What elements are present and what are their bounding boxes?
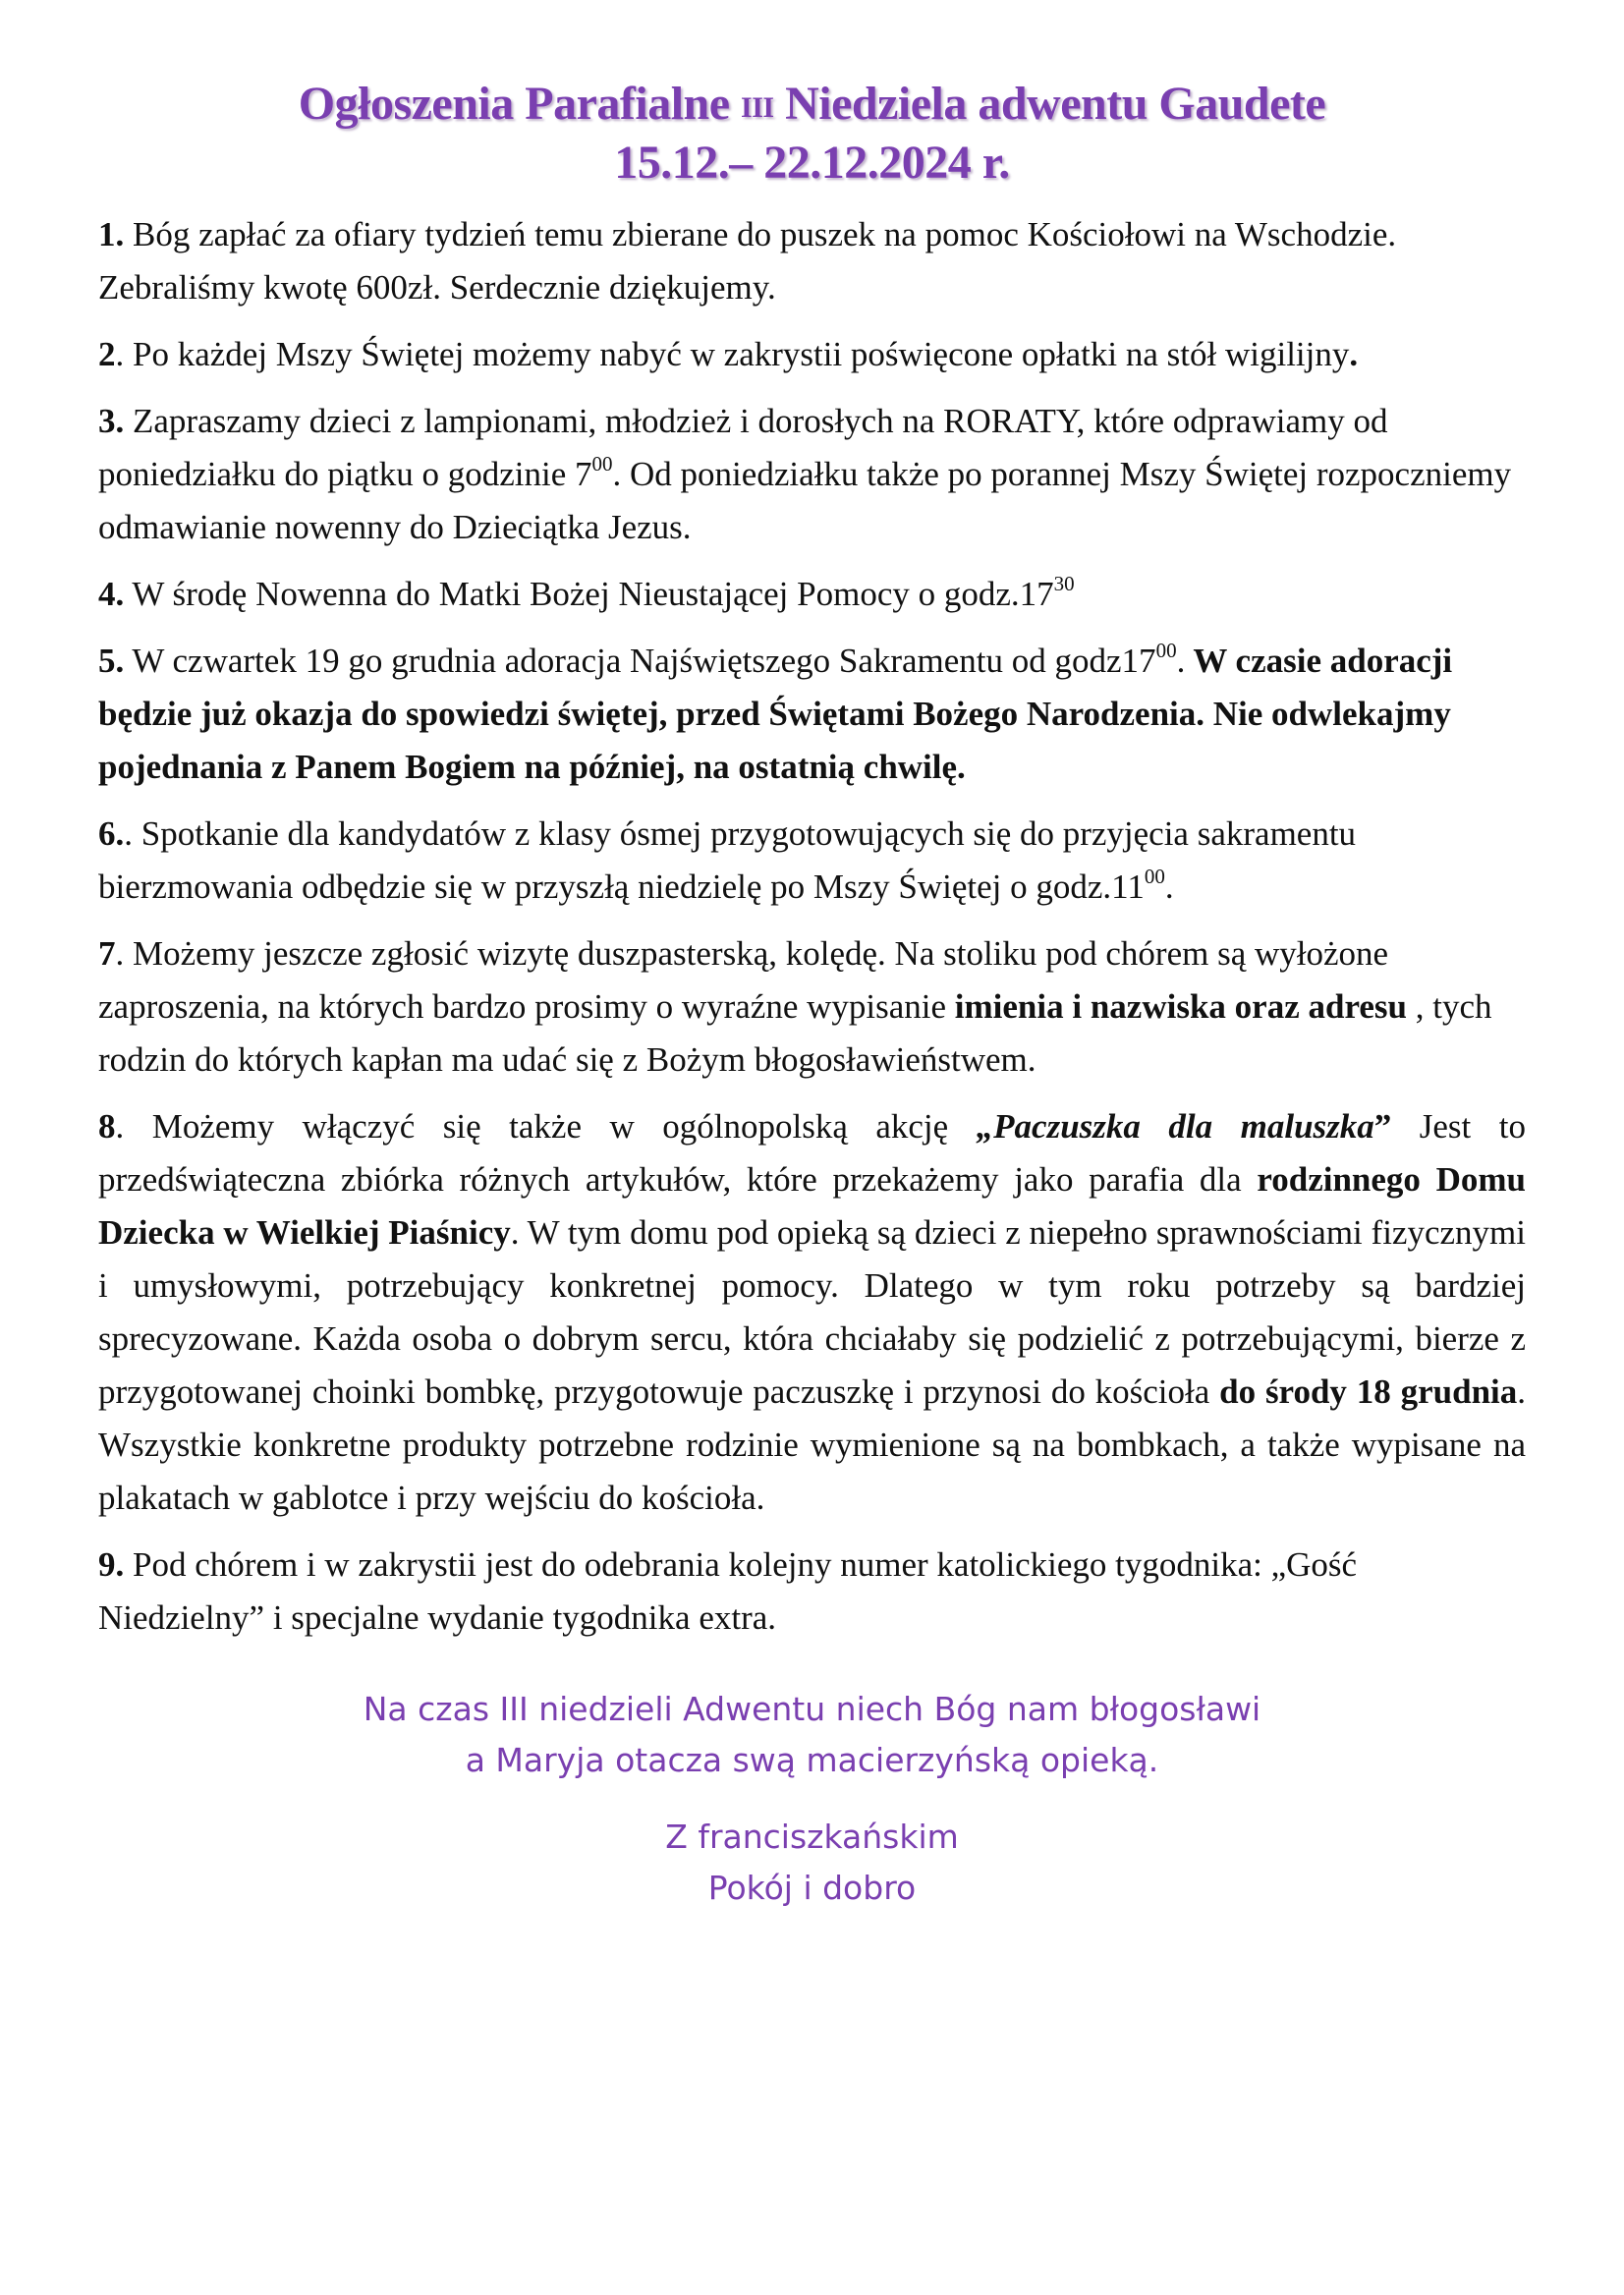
- item-end: .: [1349, 335, 1359, 373]
- title-roman-numeral: III: [741, 91, 774, 124]
- item-text-cont-3: . Wszystkie konkretne produkty potrzebne rodzinie wymienione są na bombkach, a także wypisane na plakatach w gablotce i przy wejściu do kościoła.: [98, 1372, 1527, 1517]
- closing-blessing: [98, 1684, 1526, 1786]
- item-number: 9.: [98, 1545, 125, 1584]
- announcement-2: [98, 328, 1526, 381]
- item-end: .: [1164, 868, 1174, 906]
- item-bold-text: W czasie adoracji będzie już okazja do spowiedzi świętej, przed Świętami Bożego Narodzenia. Nie odwlekajmy pojednania z Panem Bogiem na później, na ostatnią chwilę.: [98, 642, 1453, 786]
- page-title: [98, 77, 1526, 136]
- item-bold-text: imienia i nazwiska oraz adresu: [954, 987, 1407, 1026]
- item-text: W środę Nowenna do Matki Bożej Nieustającej Pomocy o godz.17: [124, 575, 1054, 613]
- time-superscript: 30: [1053, 572, 1075, 596]
- time-superscript: 00: [1155, 639, 1177, 663]
- item-number: 2: [98, 335, 116, 373]
- announcement-7: [98, 927, 1526, 1087]
- item-number: 4.: [98, 575, 125, 613]
- item-text: . Możemy włączyć się także w ogólnopolską akcję: [115, 1107, 977, 1146]
- announcement-1: [98, 208, 1526, 314]
- item-number: 6.: [98, 814, 125, 853]
- item-text-cont: , tych rodzin do których kapłan ma udać się z Bożym błogosławieństwem.: [98, 987, 1492, 1079]
- item-text: Bóg zapłać za ofiary tydzień temu zbierane do puszek na pomoc Kościołowi na Wschodzie. Zebraliśmy kwotę 600zł. Serdecznie dziękujemy.: [98, 215, 1397, 307]
- signature-line-2: Pokój i dobro: [707, 1869, 917, 1907]
- item-number: 8: [98, 1107, 116, 1146]
- campaign-name: „Paczuszka dla maluszka: [976, 1107, 1374, 1146]
- orphanage-name: rodzinnego Domu Dziecka w Wielkiej Piaśnicy: [98, 1160, 1526, 1252]
- item-text: W czwartek 19 go grudnia adoracja Najświętszego Sakramentu od godz17: [124, 642, 1156, 680]
- signature-line-1: Z franciszkańskim: [665, 1818, 959, 1856]
- item-number: 1.: [98, 215, 125, 253]
- item-text-cont: . Od poniedziałku także po porannej Mszy Świętej rozpoczniemy odmawianie nowenny do Dzieciątka Jezus.: [98, 455, 1512, 546]
- item-text-cont: Jest to przedświąteczna zbiórka różnych artykułów, które przekażemy jako parafia dla: [98, 1107, 1526, 1199]
- item-number: 5.: [98, 642, 125, 680]
- closing-line-1: Na czas III niedzieli Adwentu niech Bóg nam błogosławi: [363, 1690, 1261, 1728]
- deadline: do środy 18 grudnia: [1219, 1372, 1518, 1411]
- announcement-5: [98, 635, 1526, 794]
- item-dot: .: [1176, 642, 1186, 680]
- item-text: Zapraszamy dzieci z lampionami, młodzież i dorosłych na RORATY, które odprawiamy od poniedziałku do piątku o godzinie 7: [98, 402, 1388, 493]
- item-text: Pod chórem i w zakrystii jest do odebrania kolejny numer katolickiego tygodnika: „Gość Niedzielny” i specjalne wydanie tygodnika extra.: [98, 1545, 1358, 1637]
- announcement-9: [98, 1539, 1526, 1645]
- signature: [98, 1812, 1526, 1914]
- announcement-4: [98, 568, 1526, 621]
- announcement-8: [98, 1100, 1526, 1525]
- title-part-b: Niedziela adwentu Gaudete: [785, 78, 1326, 130]
- date-range: 15.12.– 22.12.2024 r.: [614, 137, 1010, 189]
- item-number: 3.: [98, 402, 125, 440]
- announcement-6: [98, 808, 1526, 914]
- time-superscript: 00: [1144, 865, 1165, 889]
- title-block: [98, 77, 1526, 191]
- item-number: 7: [98, 934, 116, 973]
- item-text: . Po każdej Mszy Świętej możemy nabyć w zakrystii poświęcone opłatki na stół wigilijny: [115, 335, 1350, 373]
- campaign-quote-close: ”: [1373, 1107, 1392, 1146]
- item-text: . Spotkanie dla kandydatów z klasy ósmej przygotowujących się do przyjęcia sakramentu bierzmowania odbędzie się w przyszłą niedzielę po Mszy Świętej o godz.11: [98, 814, 1357, 906]
- time-superscript: 00: [591, 452, 613, 476]
- title-part-a: Ogłoszenia Parafialne: [298, 78, 730, 130]
- item-text: . Możemy jeszcze zgłosić wizytę duszpasterską, kolędę. Na stoliku pod chórem są wyłożone zaproszenia, na których bardzo prosimy o wyraźne wypisanie: [98, 934, 1389, 1026]
- announcement-3: [98, 395, 1526, 554]
- closing-line-2: a Maryja otacza swą macierzyńską opieką.: [465, 1741, 1159, 1779]
- item-text-cont-2: . W tym domu pod opieką są dzieci z niepełno sprawnościami fizycznymi i umysłowymi, potrzebujący konkretnej pomocy. Dlatego w tym roku potrzeby są bardziej sprecyzowane. Każda osoba o dobrym sercu, która chciałaby się podzielić z potrzebującymi, bierze z przygotowanej choinki bombkę, przygotowuje paczuszkę i przynosi do kościoła: [98, 1213, 1526, 1411]
